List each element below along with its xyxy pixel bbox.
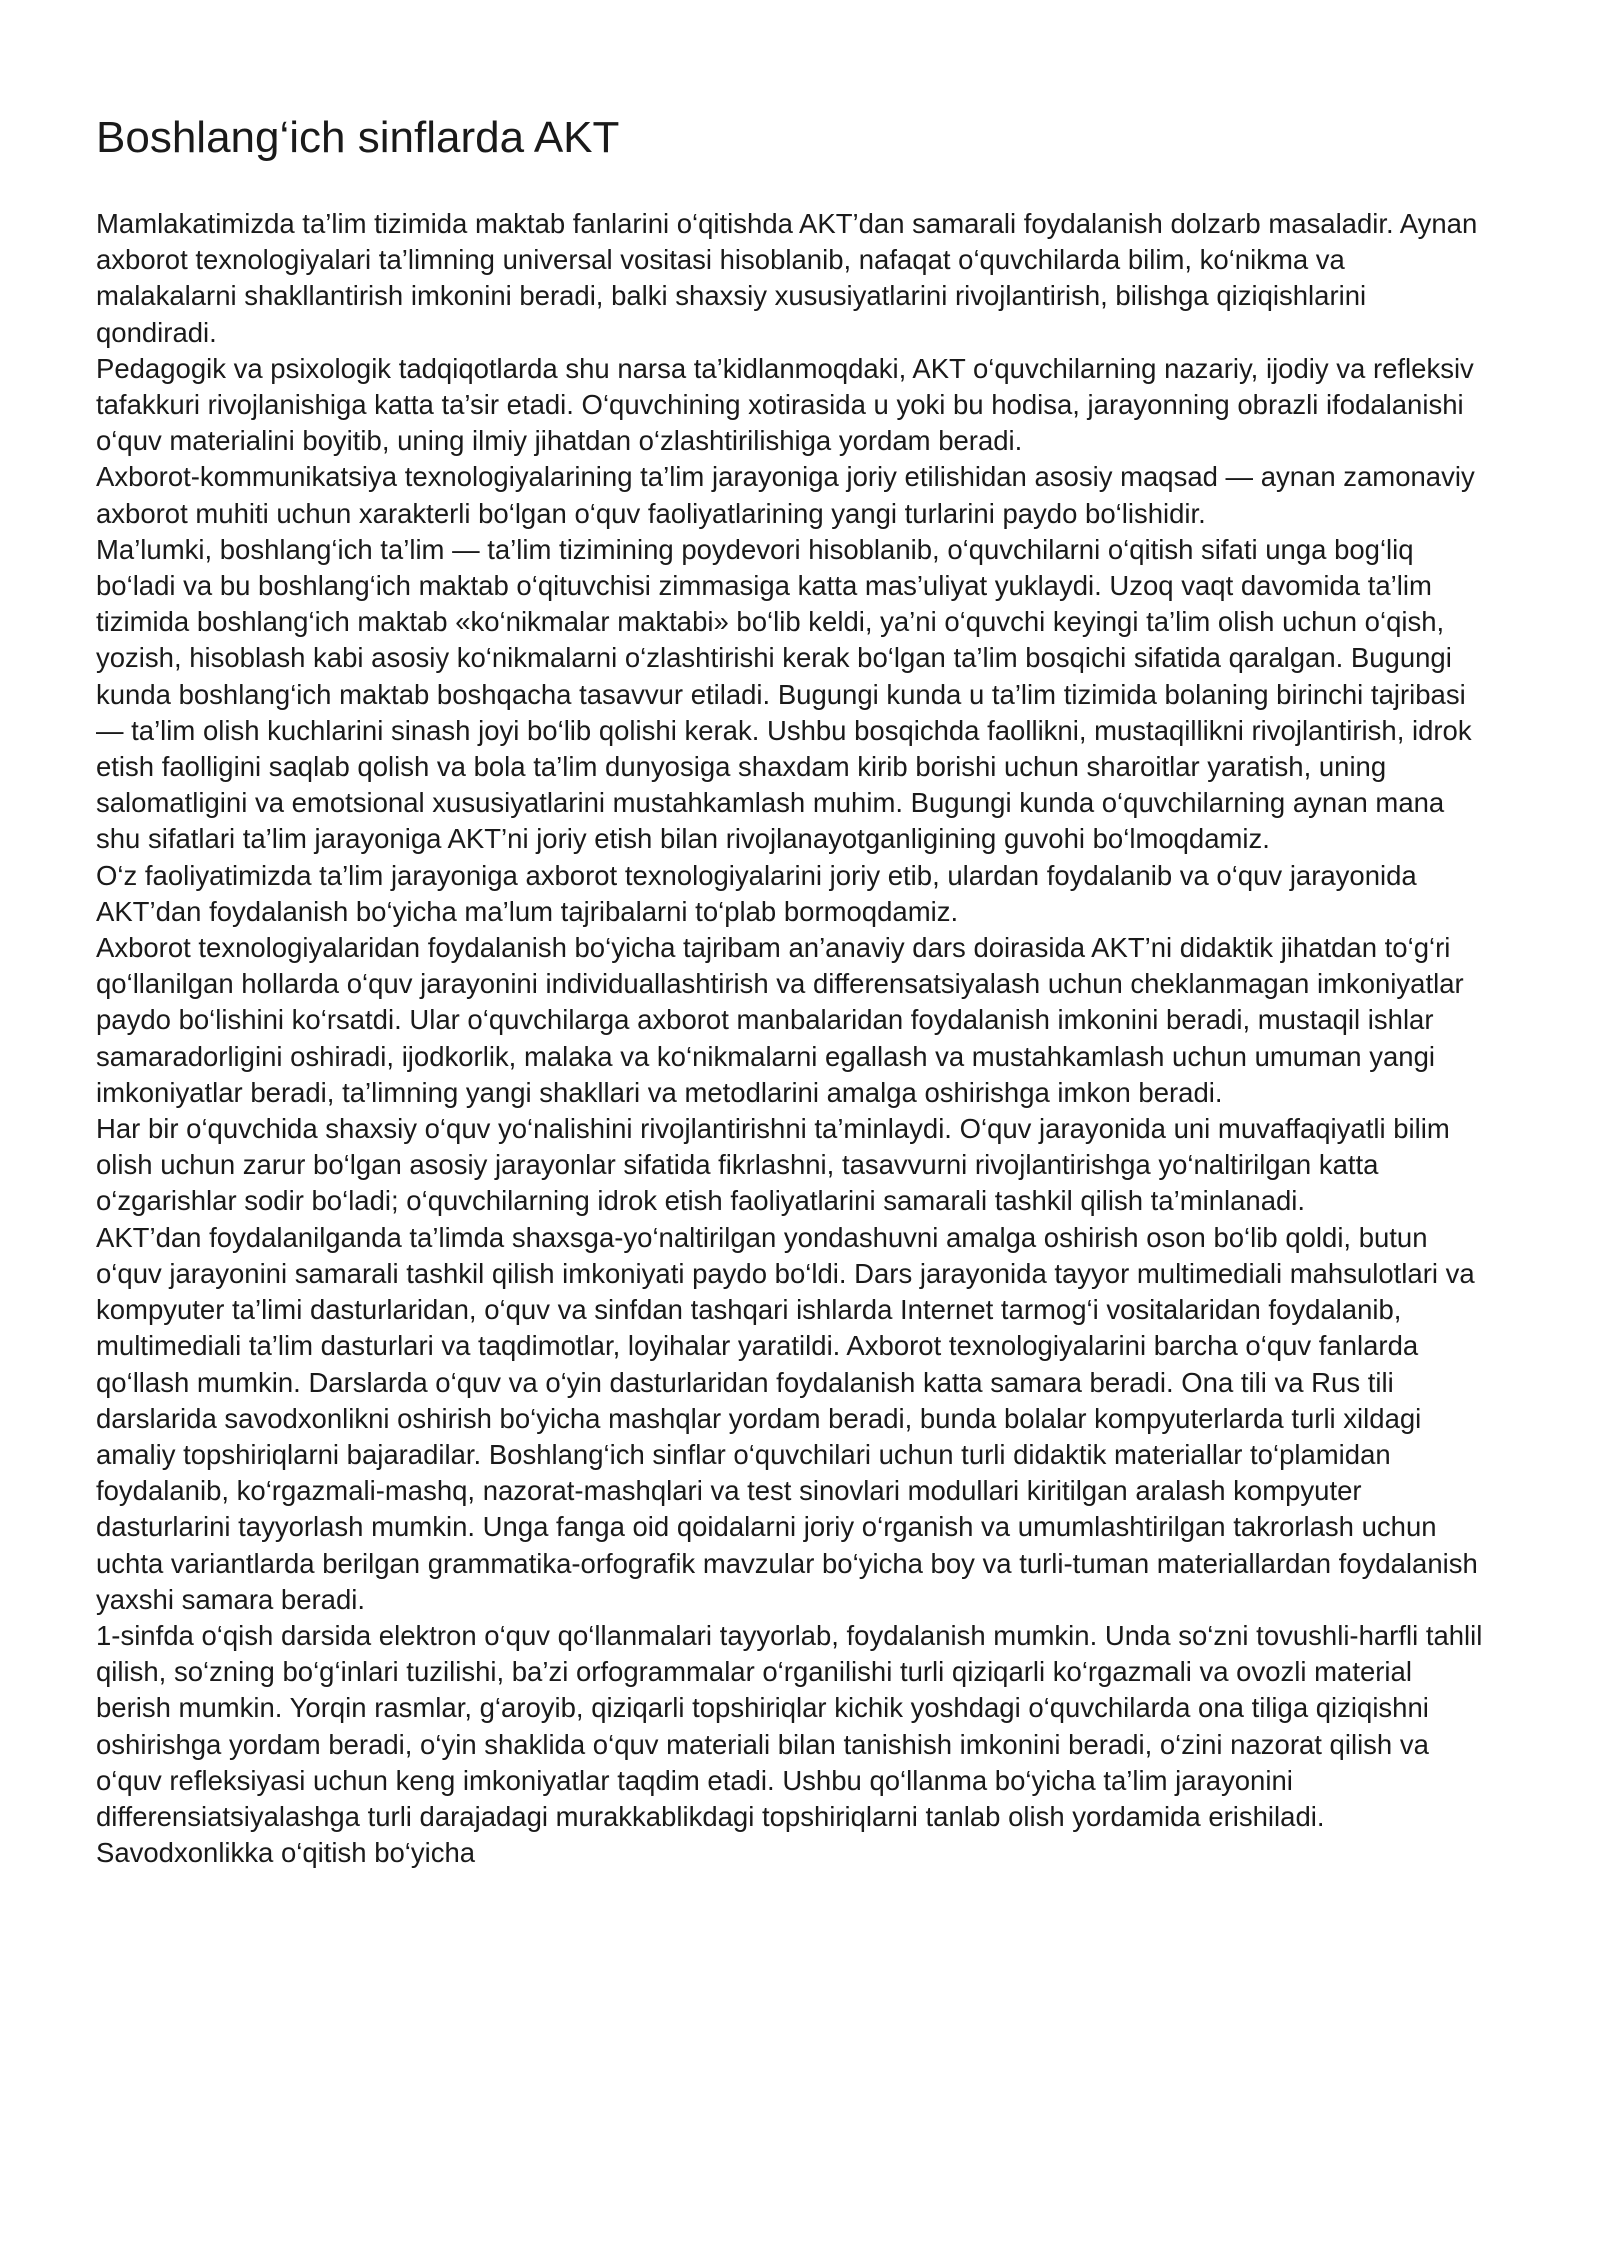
paragraph: Mamlakatimizda ta’lim tizimida maktab fanlarini o‘qitishda AKT’dan samarali foydalanish dolzarb masaladir. Aynan axborot texnologiyalari ta’limning universal vositasi hisoblanib, nafaqat o‘quvchilarda bilim, ko‘nikma va malakalarni shakllantirish imkonini beradi, balki shaxsiy xususiyatlarini rivojlantirish, bilishga qiziqishlarini qondiradi.: [96, 208, 1478, 348]
paragraph: Axborot texnologiyalaridan foydalanish bo‘yicha tajribam an’anaviy dars doirasida AKT’ni didaktik jihatdan to‘g‘ri qo‘llanilgan hollarda o‘quv jarayonini individuallashtirish va differensatsiyalash uchun cheklanmagan imkoniyatlar paydo bo‘lishini ko‘rsatdi. Ular o‘quvchilarga axborot manbalaridan foydalanish imkonini beradi, mustaqil ishlar samaradorligini oshiradi, ijodkorlik, malaka va ko‘nikmalarni egallash va mustahkamlash uchun umuman yangi imkoniyatlar beradi, ta’limning yangi shakllari va metodlarini amalga oshirishga imkon beradi.: [96, 932, 1464, 1108]
document-title: Boshlang‘ich sinflarda AKT: [96, 113, 620, 162]
paragraph: 1-sinfda o‘qish darsida elektron o‘quv qo‘llanmalari tayyorlab, foydalanish mumkin. Unda so‘zni tovushli-harfli tahlil qilish, so‘zning bo‘g‘inlari tuzilishi, ba’zi orfogrammalar o‘rganilishi turli qiziqarli ko‘rgazmali va ovozli material berish mumkin. Yorqin rasmlar, g‘aroyib, qiziqarli topshiriqlar kichik yoshdagi o‘quvchilarda ona tiliga qiziqishni oshirishga yordam beradi, o‘yin shaklida o‘quv materiali bilan tanishish imkonini beradi, o‘zini nazorat qilish va o‘quv refleksiyasi uchun keng imkoniyatlar taqdim etadi. Ushbu qo‘llanma bo‘yicha ta’lim jarayonini differensiatsiyalashga turli darajadagi murakkablikdagi topshiriqlarni tanlab olish yordamida erishiladi. Savodxonlikka o‘qitish bo‘yicha: [96, 1619, 1483, 1869]
paragraph: O‘z faoliyatimizda ta’lim jarayoniga axborot texnologiyalarini joriy etib, ulardan foydalanib va o‘quv jarayonida AKT’dan foydalanish bo‘yicha ma’lum tajribalarni to‘plab bormoqdamiz.: [96, 859, 1417, 927]
paragraph: Ma’lumki, boshlang‘ich ta’lim — ta’lim tizimining poydevori hisoblanib, o‘quvchilarni o‘qitish sifati unga bog‘liq bo‘ladi va bu boshlang‘ich maktab o‘qituvchisi zimmasiga katta mas’uliyat yuklaydi. Uzoq vaqt davomida ta’lim tizimida boshlang‘ich maktab «ko‘nikmalar maktabi» bo‘lib keldi, ya’ni o‘quvchi keyingi ta’lim olish uchun o‘qish, yozish, hisoblash kabi asosiy ko‘nikmalarni o‘zlashtirishi kerak bo‘lgan ta’lim bosqichi sifatida qaralgan. Bugungi kunda boshlang‘ich maktab boshqacha tasavvur etiladi. Bugungi kunda u ta’lim tizimida bolaning birinchi tajribasi — ta’lim olish kuchlarini sinash joyi bo‘lib qolishi kerak. Ushbu bosqichda faollikni, mustaqillikni rivojlantirish, idrok etish faolligini saqlab qolish va bola ta’lim dunyosiga shaxdam kirib borishi uchun sharoitlar yaratish, uning salomatligini va emotsional xususiyatlarini mustahkamlash muhim. Bugungi kunda o‘quvchilarning aynan mana shu sifatlari ta’lim jarayoniga AKT’ni joriy etish bilan rivojlanayotganligining guvohi bo‘lmoqdamiz.: [96, 533, 1472, 855]
paragraph: Pedagogik va psixologik tadqiqotlarda shu narsa ta’kidlanmoqdaki, AKT o‘quvchilarning nazariy, ijodiy va refleksiv tafakkuri rivojlanishiga katta ta’sir etadi. O‘quvchining xotirasida u yoki bu hodisa, jarayonning obrazli ifodalanishi o‘quv materialini boyitib, uning ilmiy jihatdan o‘zlashtirilishiga yordam beradi.: [96, 352, 1474, 457]
paragraph: Har bir o‘quvchida shaxsiy o‘quv yo‘nalishini rivojlantirishni ta’minlaydi. O‘quv jarayonida uni muvaffaqiyatli bilim olish uchun zarur bo‘lgan asosiy jarayonlar sifatida fikrlashni, tasavvurni rivojlantirishga yo‘naltirilgan katta o‘zgarishlar sodir bo‘ladi; o‘quvchilarning idrok etish faoliyatlarini samarali tashkil qilish ta’minlanadi.: [96, 1113, 1450, 1217]
document-body: [96, 206, 1486, 1871]
paragraph: Axborot-kommunikatsiya texnologiyalarining ta’lim jarayoniga joriy etilishidan asosiy maqsad — aynan zamonaviy axborot muhiti uchun xarakterli bo‘lgan o‘quv faoliyatlarining yangi turlarini paydo bo‘lishidir.: [96, 461, 1475, 529]
paragraph: AKT’dan foydalanilganda ta’limda shaxsga-yo‘naltirilgan yondashuvni amalga oshirish oson bo‘lib qoldi, butun o‘quv jarayonini samarali tashkil qilish imkoniyati paydo bo‘ldi. Dars jarayonida tayyor multimediali mahsulotlari va kompyuter ta’limi dasturlaridan, o‘quv va sinfdan tashqari ishlarda Internet tarmog‘i vositalaridan foydalanib, multimediali ta’lim dasturlari va taqdimotlar, loyihalar yaratildi. Axborot texnologiyalarini barcha o‘quv fanlarda qo‘llash mumkin. Darslarda o‘quv va o‘yin dasturlaridan foydalanish katta samara beradi. Ona tili va Rus tili darslarida savodxonlikni oshirish bo‘yicha mashqlar yordam beradi, bunda bolalar kompyuterlarda turli xildagi amaliy topshiriqlarni bajaradilar. Boshlang‘ich sinflar o‘quvchilari uchun turli didaktik materiallar to‘plamidan foydalanib, ko‘rgazmali-mashq, nazorat-mashqlari va test sinovlari modullari kiritilgan aralash kompyuter dasturlarini tayyorlash mumkin. Unga fanga oid qoidalarni joriy o‘rganish va umumlashtirilgan takrorlash uchun uchta variantlarda berilgan grammatika-orfografik mavzular bo‘yicha boy va turli-tuman materiallardan foydalanish yaxshi samara beradi.: [96, 1221, 1478, 1615]
